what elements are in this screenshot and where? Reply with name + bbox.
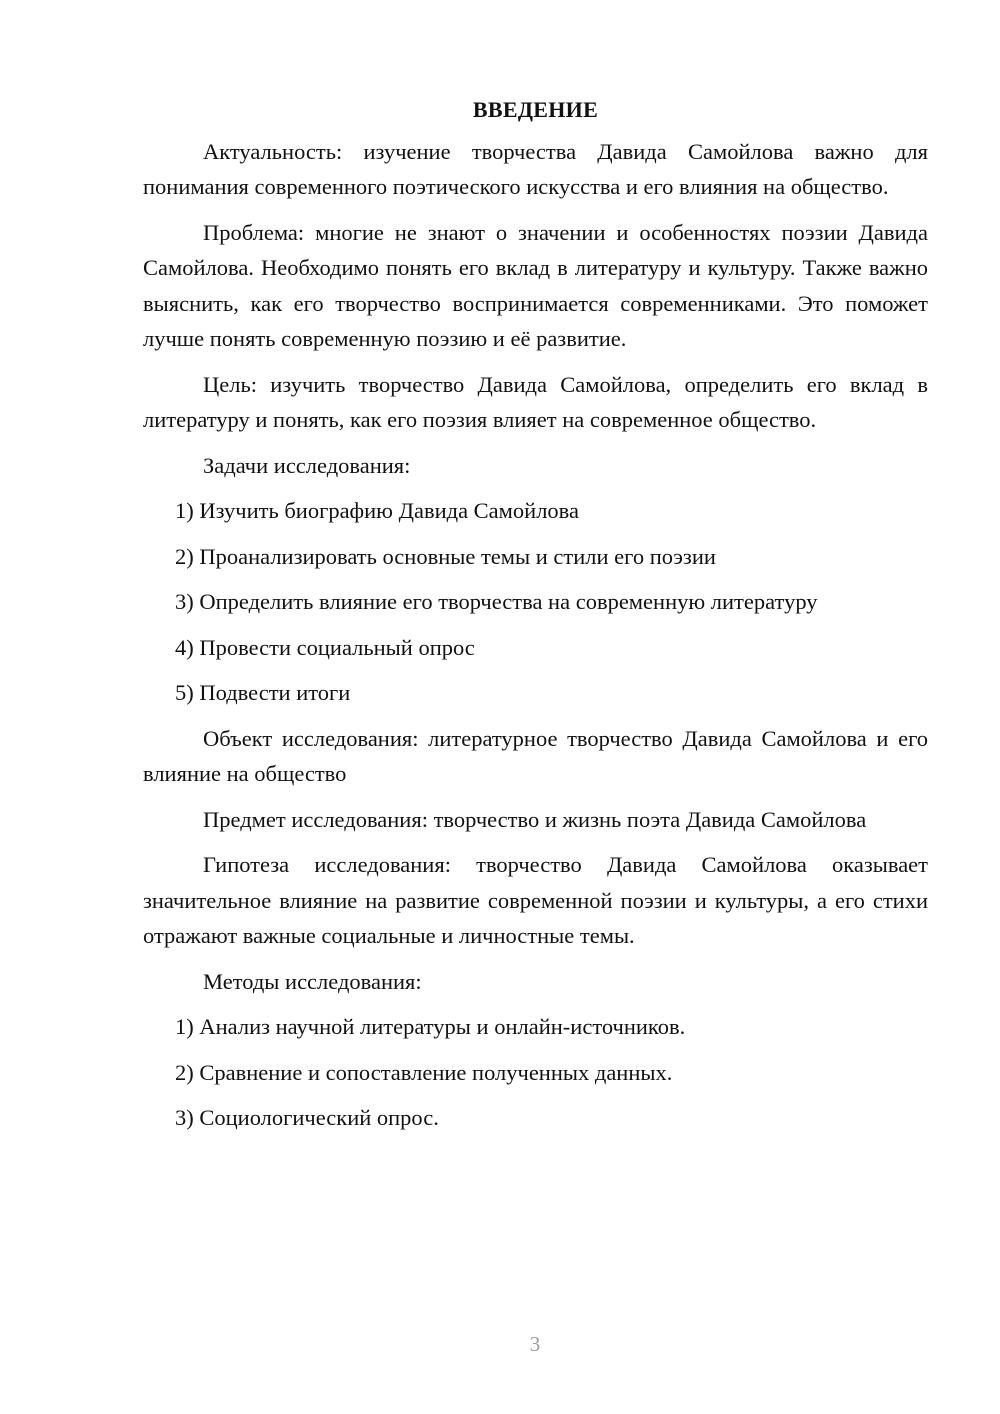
section-title: ВВЕДЕНИЕ [472, 97, 599, 122]
list-item: 5) Подвести итоги [175, 680, 351, 705]
tasks-list [143, 493, 928, 711]
methods-list [143, 1009, 928, 1136]
list-item: 1) Анализ научной литературы и онлайн-источников. [175, 1014, 686, 1039]
problem-paragraph: Проблема: многие не знают о значении и особенностях поэзии Давида Самойлова. Необходимо понять его вклад в литературу и культуру. Также важно выяснить, как его творчество воспринимается современниками. Это поможет лучше понять современную поэзию и её развитие. [143, 219, 928, 351]
list-item: 3) Определить влияние его творчества на современную литературу [175, 589, 818, 614]
list-item: 1) Изучить биографию Давида Самойлова [175, 498, 579, 523]
list-item: 2) Сравнение и сопоставление полученных данных. [175, 1059, 673, 1085]
hypothesis-paragraph: Гипотеза исследования: творчество Давида Самойлова оказывает значительное влияние на развитие современной поэзии и культуры, а его стихи отражают важные социальные и личностные темы. [143, 852, 928, 948]
page-number: 3 [529, 1332, 541, 1356]
tasks-label: Задачи исследования: [203, 452, 411, 478]
list-item: 2) Проанализировать основные темы и стили его поэзии [175, 543, 716, 569]
relevance-paragraph: Актуальность: изучение творчества Давида Самойлова важно для понимания современного поэтического искусства и его влияния на общество. [143, 138, 928, 199]
goal-paragraph: Цель: изучить творчество Давида Самойлова, определить его вклад в литературу и понять, как его поэзия влияет на современное общество. [143, 371, 928, 432]
object-paragraph: Объект исследования: литературное творчество Давида Самойлова и его влияние на общество [143, 725, 928, 786]
list-item: 4) Провести социальный опрос [175, 634, 475, 660]
page-content [143, 92, 928, 1146]
methods-label: Методы исследования: [203, 968, 422, 994]
list-item: 3) Социологический опрос. [175, 1105, 439, 1130]
subject-paragraph: Предмет исследования: творчество и жизнь поэта Давида Самойлова [203, 806, 867, 832]
